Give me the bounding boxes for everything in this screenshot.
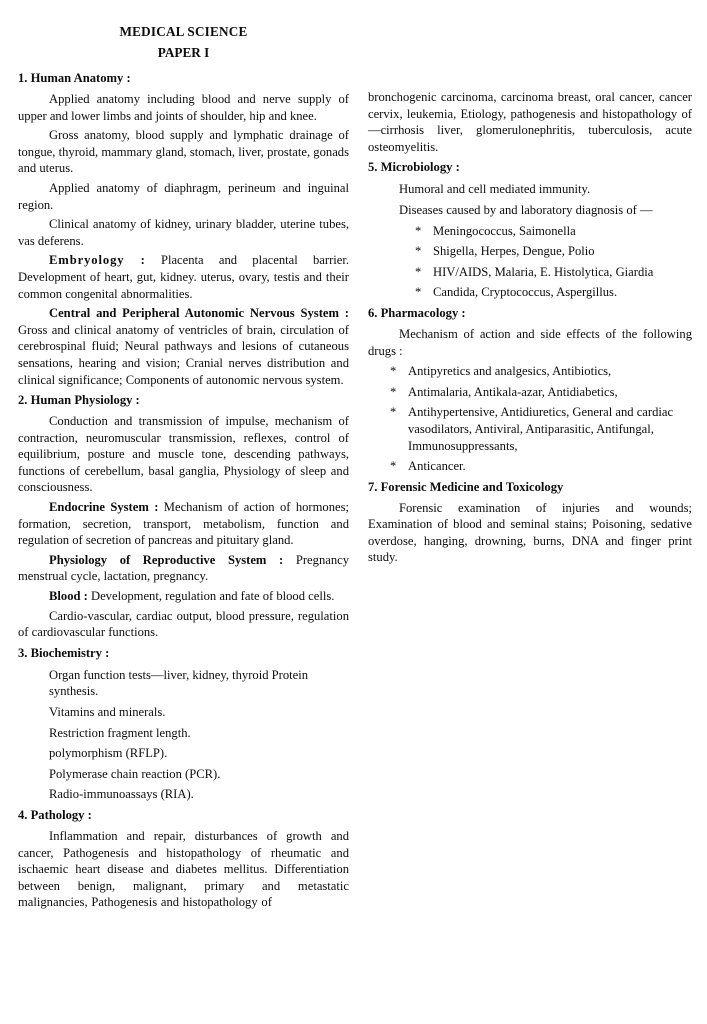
list-item: polymorphism (RFLP). [49,746,168,761]
subsection-autonomic-nervous-system [18,302,349,388]
list-item: Restriction fragment length. [49,725,191,740]
list-item [368,239,692,260]
asterisk-bullet-icon: * [415,244,422,259]
subsection-body: Placenta and placental barrier. Development of heart, gut, kidney. uterus, ovary, testis and their common congenital abnormalities. [18,253,349,301]
subsection-body: Gross and clinical anatomy of ventricles of brain, circulation of cerebrospinal fluid; Neural pathways and lesions of cutaneous sensations, hearing and vision; Cranial nerves distribution and clinical significance; Components of autonomic nervous system. [18,322,349,387]
list-item: Organ function tests—liver, kidney, thyroid Protein synthesis. [49,667,309,699]
subsection-lead: Endocrine System : [49,500,159,515]
list-item-label: Antipyretics and analgesics, Antibiotics, [408,364,612,379]
list-item [368,380,692,401]
subsection-blood [18,585,349,605]
subsection-endocrine-system [18,496,349,549]
paragraph-continuation: bronchogenic carcinoma, carcinoma breast, oral cancer, cancer cervix, leukemia, Etiology, pathogenesis and histopathology of—cirrhosis liver, glomerulonephritis, tuberculosis, acute osteomyelitis. [368,90,692,154]
section-heading-forensic-medicine: 7. Forensic Medicine and Toxicology [368,479,564,494]
list-item [368,400,692,454]
asterisk-bullet-icon: * [415,264,422,279]
page-title: MEDICAL SCIENCE [119,24,248,39]
list-item: Vitamins and minerals. [49,705,166,719]
list-item [368,280,692,301]
paragraph: Mechanism of action and side effects of the following drugs : [368,326,692,358]
subsection-lead: Physiology of Reproductive System : [49,552,284,567]
microbiology-bullet-list [368,219,692,301]
left-column [18,22,349,911]
subsection-body: Pregnancy menstrual cycle, lactation, pregnancy. [18,552,350,584]
paragraph: Applied anatomy including blood and nerve supply of upper and lower limbs and joints of shoulder, hip and knee. [18,92,349,123]
section-heading-biochemistry: 3. Biochemistry : [18,645,110,660]
section-heading-microbiology: 5. Microbiology : [368,160,460,175]
list-item-label: Shigella, Herpes, Dengue, Polio [433,244,595,259]
asterisk-bullet-icon: * [390,459,397,474]
paragraph: Inflammation and repair, disturbances of growth and cancer, Pathogenesis and histopathology of rheumatic and ischaemic heart disease and diabetes mellitus. Differentiation between benign, malignant, primary and metastatic malignancies, Pathogenesis and histopathology of [18,828,349,910]
list-item [368,454,692,475]
asterisk-bullet-icon: * [415,285,422,300]
subsection-lead: Blood : [49,589,88,604]
asterisk-bullet-icon: * [390,384,397,399]
pharmacology-bullet-list [368,359,692,475]
paragraph: Conduction and transmission of impulse, mechanism of contraction, neuromuscular transmission, reflexes, control of equilibrium, posture and muscle tone, descending pathways, functions of cerebellum, basal ganglia, Physiology of sleep and consciousness. [18,414,349,495]
subsection-body: Mechanism of action of hormones; formation, secretion, transport, metabolism, function and regulation of secretion of pancreas and pituitary gland. [18,500,349,548]
list-item-label: Candida, Cryptococcus, Aspergillus. [433,285,618,300]
paragraph: Applied anatomy of diaphragm, perineum and inguinal region. [18,180,349,212]
list-item: Polymerase chain reaction (PCR). [49,766,221,781]
section-heading-pharmacology: 6. Pharmacology : [368,305,466,320]
list-item-label: HIV/AIDS, Malaria, E. Histolytica, Giardia [433,264,654,279]
paragraph: Gross anatomy, blood supply and lymphatic drainage of tongue, thyroid, mammary gland, stomach, liver, prostate, gonads and uterus. [18,128,349,176]
subsection-lead: Central and Peripheral Autonomic Nervous System : [49,306,349,321]
asterisk-bullet-icon: * [415,223,422,238]
page-subtitle: PAPER I [157,45,210,60]
list-item [368,219,692,240]
list-item: Radio-immunoassays (RIA). [49,787,194,802]
list-item: Diseases caused by and laboratory diagnosis of — [399,202,653,217]
subsection-embryology [18,249,349,302]
list-item [368,260,692,281]
paragraph: Cardio-vascular, cardiac output, blood pressure, regulation of cardiovascular functions. [18,608,349,640]
section-heading-pathology: 4. Pathology : [18,807,92,822]
section-heading-human-physiology: 2. Human Physiology : [18,393,140,408]
subsection-lead: Embryology : [49,253,146,268]
right-column [368,86,692,566]
paragraph: Clinical anatomy of kidney, urinary bladder, uterine tubes, vas deferens. [18,217,349,248]
list-item-label: Meningococcus, Saimonella [433,223,576,238]
subsection-reproductive-system [18,549,349,585]
section-heading-human-anatomy: 1. Human Anatomy : [18,71,131,85]
asterisk-bullet-icon: * [390,364,397,379]
list-item-label: Antihypertensive, Antidiuretics, General and cardiac vasodilators, Antiviral, Antiparasitic, Antifungal, Immunosuppressants, [408,405,674,453]
list-item-label: Antimalaria, Antikala-azar, Antidiabetics, [408,384,618,399]
subsection-body: Development, regulation and fate of blood cells. [91,589,335,604]
list-item-label: Anticancer. [408,459,466,474]
list-item: Humoral and cell mediated immunity. [399,182,591,197]
list-item [368,359,692,380]
paragraph: Forensic examination of injuries and wounds; Examination of blood and seminal stains; Poisoning, sedative overdose, hanging, drowning, burns, DNA and finger print study. [368,500,692,565]
asterisk-bullet-icon: * [390,405,397,420]
